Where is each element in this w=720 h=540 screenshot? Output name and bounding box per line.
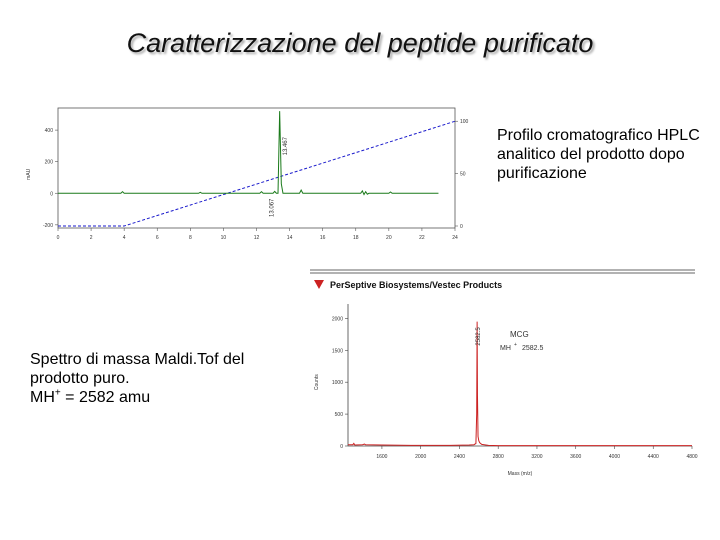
perseptive-logo-icon [314, 280, 324, 289]
ms-annotation-sample: MCG [510, 330, 529, 339]
hplc-chromatogram [20, 100, 480, 260]
ms-x-tick-label: 4000 [608, 454, 621, 460]
ms-spectrum-trace [348, 322, 692, 446]
ms-annotation-mass: 2582.5 [522, 345, 544, 352]
hplc-x-tick-label: 16 [319, 235, 326, 241]
ms-x-tick-label: 4800 [686, 454, 698, 460]
slide-title: Caratterizzazione del peptide purificato [126, 28, 594, 58]
hplc-x-tick-label: 6 [155, 235, 159, 241]
hplc-x-tick-label: 22 [419, 235, 425, 241]
ms-caption-line2: prodotto puro. [30, 370, 130, 387]
ms-caption [30, 350, 300, 407]
hplc-x-tick-label: 20 [386, 235, 392, 241]
hplc-gradient-line [58, 121, 455, 226]
ms-spectrum [300, 262, 710, 492]
ms-y-tick-label: 1500 [331, 348, 343, 355]
hplc-x-tick-label: 2 [89, 235, 93, 241]
ms-x-tick-label: 2400 [453, 454, 465, 460]
hplc-x-tick-label: 12 [253, 235, 260, 241]
ms-x-tick-label: 2800 [492, 454, 504, 460]
hplc-y-tick-label: 200 [44, 159, 53, 166]
hplc-x-tick-label: 14 [286, 235, 293, 241]
hplc-y-tick-label: -200 [42, 222, 53, 229]
hplc-x-tick-label: 4 [122, 235, 126, 241]
ms-y-tick-label: 2000 [331, 316, 343, 323]
hplc-uv-trace [58, 111, 438, 194]
ms-header-text: PerSeptive Biosystems/Vestec Products [330, 280, 503, 290]
hplc-x-tick-label: 10 [220, 235, 227, 241]
ms-caption-plus: + [54, 387, 61, 399]
hplc-peak-label: 13.067 [269, 198, 276, 217]
ms-caption-line1: Spettro di massa Maldi.Tof del [30, 351, 245, 368]
ms-y-tick-label: 0 [340, 444, 343, 450]
ms-y-tick-label: 1000 [331, 380, 343, 387]
ms-y-tick-label: 500 [334, 412, 343, 419]
ms-annotation-mh: MH [500, 345, 511, 352]
ms-x-tick-label: 4400 [647, 454, 659, 460]
hplc-x-tick-label: 0 [56, 235, 60, 241]
hplc-x-tick-label: 8 [188, 235, 192, 241]
ms-peak-label: 2582.5 [476, 327, 483, 346]
ms-x-tick-label: 2000 [415, 454, 427, 460]
ms-x-tick-label: 3200 [531, 454, 543, 460]
ms-x-axis-label: Mass (m/z) [507, 471, 533, 477]
hplc-x-tick-label: 18 [352, 235, 359, 241]
ms-caption-mass: = 2582 amu [60, 389, 151, 406]
hplc-y-tick-label: 400 [44, 128, 53, 135]
hplc-y2-tick-label: 0 [460, 224, 463, 230]
hplc-peak-label: 13.467 [282, 137, 289, 156]
hplc-y-tick-label: 0 [50, 191, 53, 198]
hplc-y2-tick-label: 100 [460, 119, 469, 126]
hplc-x-tick-label: 24 [452, 235, 458, 241]
hplc-y2-tick-label: 50 [460, 171, 466, 178]
ms-caption-mh: MH [30, 389, 55, 406]
hplc-caption: Profilo cromatografico HPLC analitico del prodotto dopo purificazione [497, 127, 700, 182]
hplc-y-axis-label: mAU [26, 168, 32, 180]
ms-caption-line3 [30, 388, 300, 407]
ms-x-tick-label: 3600 [570, 454, 582, 460]
hplc-plot-frame [58, 108, 455, 228]
ms-y-axis-label: Counts [314, 374, 320, 391]
ms-x-tick-label: 1600 [376, 454, 388, 460]
ms-annotation-plus: + [514, 342, 517, 348]
